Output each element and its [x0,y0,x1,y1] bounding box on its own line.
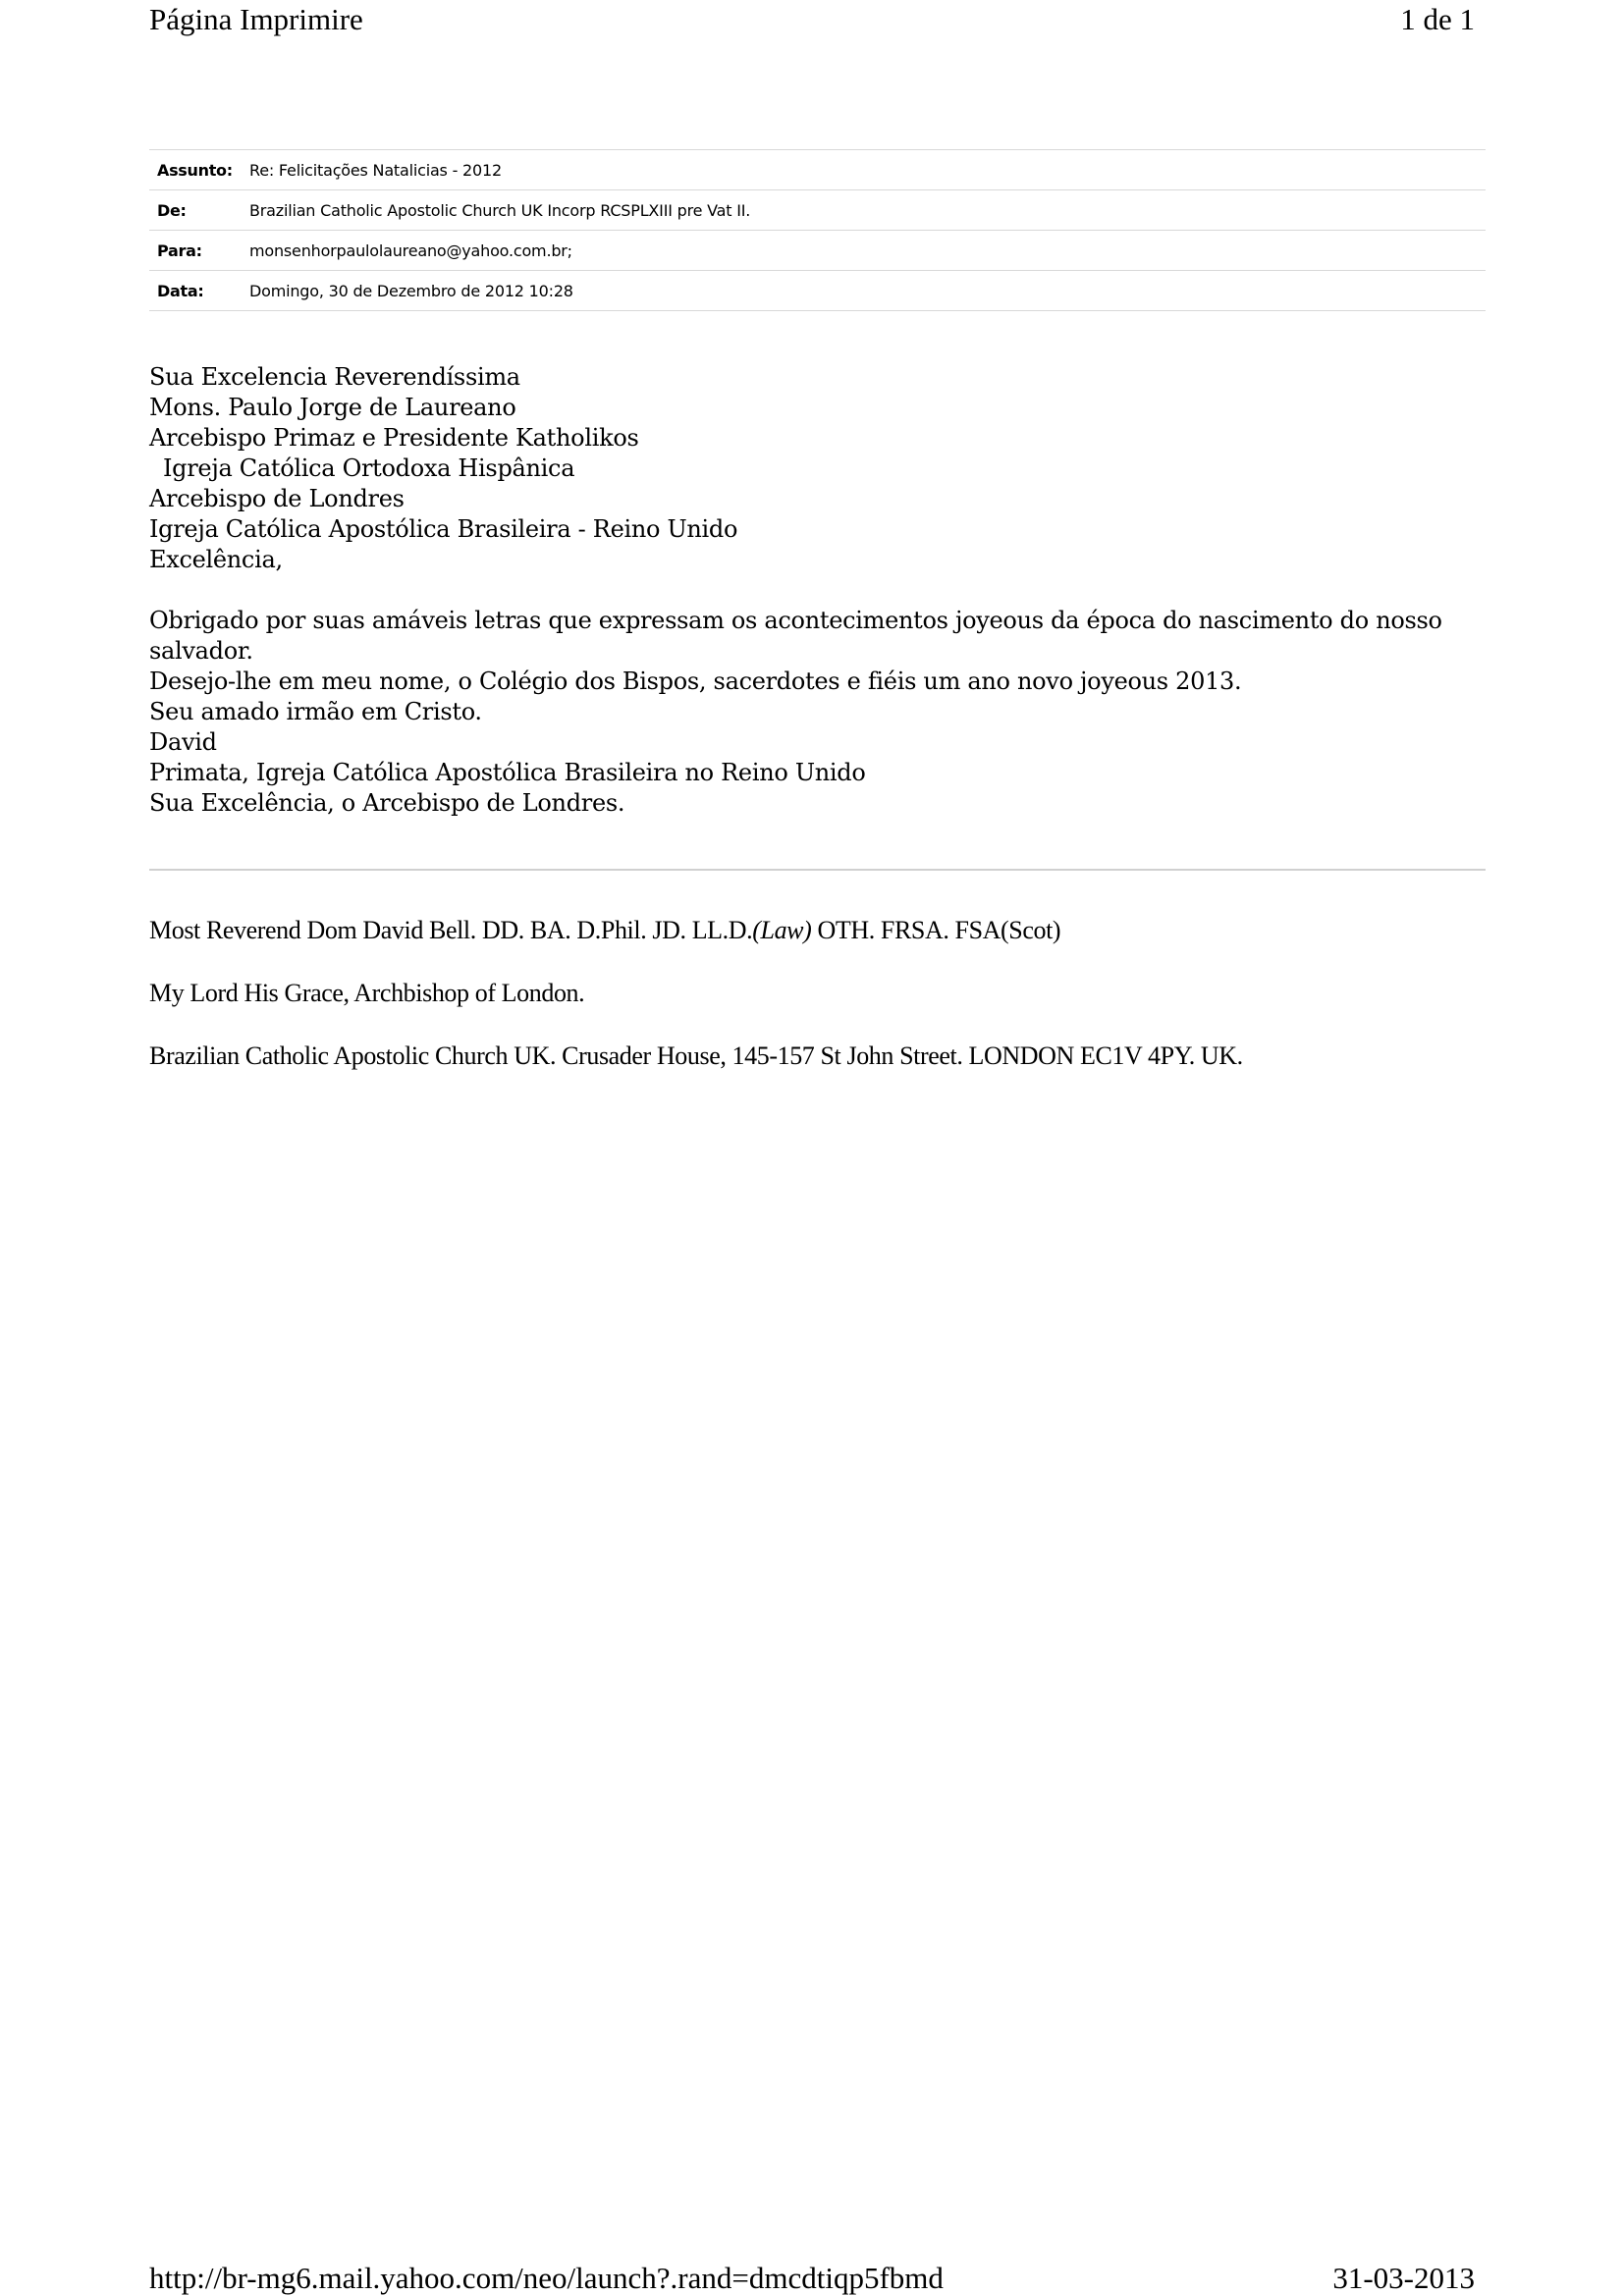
address-line: Igreja Católica Apostólica Brasileira - Reino Unido [149,515,738,543]
email-meta-row-to [149,231,1486,271]
email-recipient: monsenhorpaulolaureano@yahoo.com.br; [249,231,1486,271]
email-meta-label: Para: [149,231,249,271]
body-line: David [149,728,217,756]
body-line: Obrigado por suas amáveis letras que expressam os acontecimentos joyeous da época do nascimento do nosso [149,607,1442,634]
signature-address: Brazilian Catholic Apostolic Church UK. Crusader House, 145-157 St John Street. LONDON EC1V 4PY. UK. [149,1041,1243,1070]
email-meta-row-subject [149,150,1486,190]
address-line: Mons. Paulo Jorge de Laureano [149,394,516,421]
print-header-title: Página Imprimire [149,2,363,36]
body-line: Sua Excelência, o Arcebispo de Londres. [149,789,625,817]
signature-name-suffix: OTH. FRSA. FSA(Scot) [811,916,1061,944]
email-signature [149,911,1486,1099]
body-line: Seu amado irmão em Cristo. [149,698,482,725]
email-sender: Brazilian Catholic Apostolic Church UK Incorp RCSPLXIII pre Vat II. [249,190,1486,231]
body-line: salvador. [149,637,253,665]
address-line: Igreja Católica Ortodoxa Hispânica [163,454,575,482]
paragraph-gap [149,575,1486,606]
address-line: Arcebispo Primaz e Presidente Katholikos [149,424,639,452]
print-footer-url: http://br-mg6.mail.yahoo.com/neo/launch?.rand=dmcdtiqp5fbmd [149,2261,944,2295]
signature-name-law: (Law) [752,916,812,944]
signature-name-prefix: Most Reverend Dom David Bell. DD. BA. D.Phil. JD. LL.D. [149,916,753,944]
letter-body [149,362,1486,819]
email-header-table [149,149,1486,311]
email-meta-label: Data: [149,271,249,311]
email-subject: Re: Felicitações Natalicias - 2012 [249,150,1486,190]
address-line: Sua Excelencia Reverendíssima [149,363,520,391]
salutation: Excelência, [149,546,283,573]
body-line: Primata, Igreja Católica Apostólica Brasileira no Reino Unido [149,759,866,786]
print-header-page-number: 1 de 1 [1400,2,1475,36]
signature-title: My Lord His Grace, Archbishop of London. [149,979,585,1007]
address-line: Arcebispo de Londres [149,485,405,512]
email-meta-row-from [149,190,1486,231]
body-line: Desejo-lhe em meu nome, o Colégio dos Bispos, sacerdotes e fiéis um ano novo joyeous 2013. [149,667,1242,695]
print-footer-date: 31-03-2013 [1332,2261,1475,2295]
email-date: Domingo, 30 de Dezembro de 2012 10:28 [249,271,1486,311]
email-meta-row-date [149,271,1486,311]
email-meta-label: De: [149,190,249,231]
email-meta-label: Assunto: [149,150,249,190]
signature-divider [149,869,1486,871]
signature-name [149,911,1486,974]
